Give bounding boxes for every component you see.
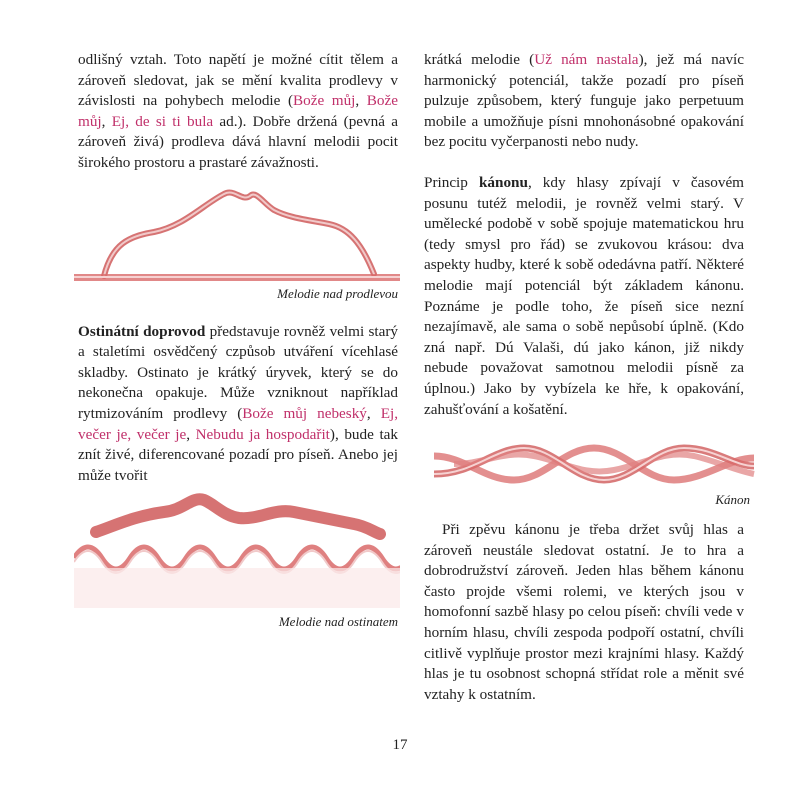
song-title: Ej, večer je, večer je [78,404,398,443]
drone-illustration [74,174,400,286]
ostinato-illustration [74,486,400,614]
right-column [424,50,750,705]
song-title: Už nám nastala [534,51,639,68]
song-title: Bože můj nebeský [242,404,367,422]
paragraph-ostinato: Ostinátní doprovod představuje rovněž velmi starý a staletími osvědčený czpůsob utváření vícehlasé skladby. Ostinato je krátký úryvek, který se do nekonečna opakuje. Může vzniknout například rytmizováním prodlevy (Bože můj nebeský, Ej, večer je, večer je, Nebudu ja hospodařit), bude tak znít živé, diferencované pozadí pro píseň. Anebo jej může tvořit [78,322,399,484]
figure-caption: Melodie nad ostinatem [278,614,398,630]
term-canon: kánonu [478,173,528,191]
figure-caption: Melodie nad prodlevou [277,285,398,301]
song-title: Bože můj [293,92,356,110]
canon-illustration [434,436,760,492]
paragraph-canon-singing: Při zpěvu kánonu je třeba držet svůj hlas a zároveň neustále sledovat ostatní. Je to hra a dobrodružství zároveň. Jeden hlas během kánonu často projde všemi rolemi, ve kterých jsou v homofonní sazbě hlasy po celou píseň: chvíli vede v horním hlasu, chvíli zespoda podpoří ostatní, chvíli citlivě vyplňuje prostor mezi krajními hlasy. Každý hlas je tu osobnost schopná střídat role a měnit své vztahy k ostatním. [424,521,744,703]
left-column [78,50,398,630]
figure-caption: Kánon [715,492,750,508]
song-title: Bože můj [78,92,398,130]
term-ostinato: Ostinátní doprovod [78,322,206,340]
paragraph-drone: odlišný vztah. Toto napětí je možné cítit tělem a zároveň sledovat, jak se mění kvalita prodlevy v závislosti na pohybech melodie (Bože můj, Bože můj, Ej, de si ti bula ad.). Dobře držená (pevná a zároveň živá) prodleva dává hlavní melodii pocit širokého prostoru a prastaré závažnosti. [78,51,398,171]
song-title: Nebudu ja hospodařit [195,425,330,443]
paragraph-ostinato-cont: krátká melodie (Už nám nastala), jež má navíc harmonický potenciál, takže pozadí pro píseň pulzuje způsobem, který funguje jako perpetuum mobile a umožňuje písni mnohonásobné opakování bez pocitu vyčerpanosti nebo nudy. [424,51,745,151]
page-number: 17 [392,737,408,753]
paragraph-canon: Princip kánonu, kdy hlasy zpívají v časovém posunu tutéž melodii, je rovněž velmi starý. V umělecké podobě v sobě spojuje matematickou hru (tedy smysl pro řád) se zvukovou krásou: dva aspekty hudby, které k sobě odedávna patří. Některé melodie mají potenciál být základem kánonu. Poznáme je podle toho, že píseň sice nezní nezajímavě, ale sama o sobě nepůsobí úplně. (Kdo zná např. Dú Valaši, dú jako kánon, již nikdy nebude považovat samotnou melodii písně za úplnou.) Jako by vybízela ke hře, k opakování, zahušťování a košatění. [424,173,744,418]
melody-line [96,500,380,535]
song-title: Ej, de si ti bula [111,112,214,130]
